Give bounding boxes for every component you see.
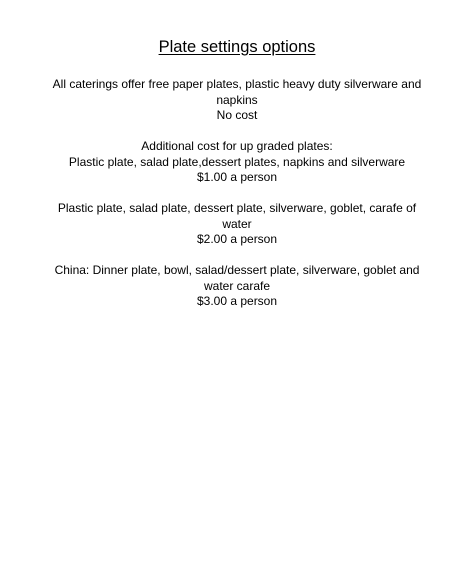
option-3-description-line-1: China: Dinner plate, bowl, salad/dessert plate, silverware, goblet and (54, 263, 420, 277)
free-settings-text-line-2: napkins (216, 92, 258, 107)
upgrade-heading: Additional cost for up graded plates: (141, 139, 333, 153)
option-2-description-line-2: water (222, 216, 252, 231)
option-2-price: $2.00 a person (196, 232, 278, 246)
option-3-price: $3.00 a person (196, 294, 278, 308)
free-settings-section (50, 77, 424, 124)
option-1-description: Plastic plate, salad plate,dessert plates, napkins and silverware (68, 154, 406, 169)
page-title: Plate settings options (158, 38, 316, 56)
upgrade-option-1-section (50, 139, 424, 186)
free-settings-cost: No cost (216, 108, 258, 122)
option-1-price: $1.00 a person (196, 170, 278, 184)
option-3-description-line-2: water carafe (203, 278, 271, 293)
free-settings-text-line-1: All caterings offer free paper plates, plastic heavy duty silverware and (52, 77, 422, 91)
upgrade-option-3-section (50, 263, 424, 310)
upgrade-option-2-section (50, 201, 424, 248)
option-2-description-line-1: Plastic plate, salad plate, dessert plate, silverware, goblet, carafe of (57, 201, 417, 215)
